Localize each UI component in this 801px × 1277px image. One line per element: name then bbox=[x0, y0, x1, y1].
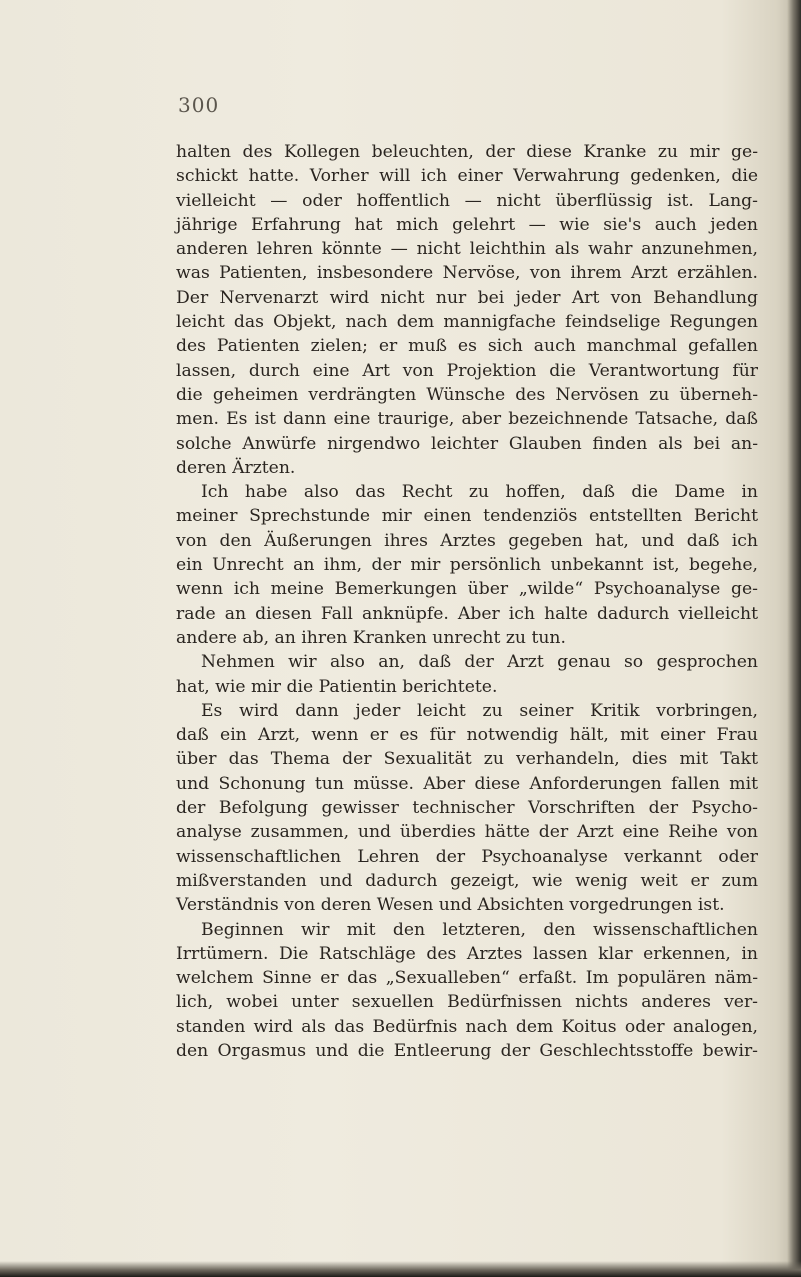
text-line: halten des Kollegen beleuchten, der diese Kranke zu mir ge- bbox=[176, 142, 758, 162]
text-line: mißverstanden und dadurch gezeigt, wie wenig weit er zum bbox=[176, 870, 758, 891]
text-line: des Patienten zielen; er muß es sich auch manchmal gefallen bbox=[176, 336, 758, 357]
body-text bbox=[176, 140, 758, 1063]
text-line: von den Äußerungen ihres Arztes gegeben hat, und daß ich bbox=[176, 530, 758, 551]
text-line: die geheimen verdrängten Wünsche des Nervösen zu überneh- bbox=[176, 384, 758, 405]
text-line: welchem Sinne er das „Sexualleben“ erfaßt. Im populären näm- bbox=[176, 968, 758, 989]
text-line: über das Thema der Sexualität zu verhandeln, dies mit Takt bbox=[176, 749, 758, 770]
text-line: meiner Sprechstunde mir einen tendenziös entstellten Bericht bbox=[176, 506, 758, 527]
text-line: ein Unrecht an ihm, der mir persönlich unbekannt ist, begehe, bbox=[176, 555, 758, 576]
text-line: anderen lehren könnte — nicht leichthin als wahr anzunehmen, bbox=[176, 239, 758, 260]
text-line: rade an diesen Fall anknüpfe. Aber ich halte dadurch vielleicht bbox=[176, 603, 758, 624]
text-line: Der Nervenarzt wird nicht nur bei jeder Art von Behandlung bbox=[176, 287, 758, 308]
page-edge-shadow bbox=[787, 0, 801, 1277]
text-line: lich, wobei unter sexuellen Bedürfnissen nichts anderes ver- bbox=[176, 992, 758, 1013]
text-line: Ich habe also das Recht zu hoffen, daß die Dame in bbox=[201, 482, 758, 503]
text-line: den Orgasmus und die Entleerung der Geschlechtsstoffe bewir- bbox=[176, 1040, 758, 1061]
text-line: Irrtümern. Die Ratschläge des Arztes lassen klar erkennen, in bbox=[176, 943, 758, 964]
page-number: 300 bbox=[178, 93, 220, 117]
text-line: daß ein Arzt, wenn er es für notwendig hält, mit einer Frau bbox=[176, 725, 758, 746]
text-line: standen wird als das Bedürfnis nach dem Koitus oder analogen, bbox=[176, 1016, 758, 1037]
text-line: schickt hatte. Vorher will ich einer Verwahrung gedenken, die bbox=[176, 166, 758, 187]
text-line: der Befolgung gewisser technischer Vorschriften der Psycho- bbox=[176, 798, 758, 819]
text-line: hat, wie mir die Patientin berichtete. bbox=[176, 676, 498, 697]
text-line: was Patienten, insbesondere Nervöse, von ihrem Arzt erzählen. bbox=[176, 263, 758, 284]
text-line: andere ab, an ihren Kranken unrecht zu tun. bbox=[176, 627, 566, 648]
page-bottom-shadow bbox=[0, 1261, 801, 1277]
text-line: jährige Erfahrung hat mich gelehrt — wie sie's auch jeden bbox=[176, 214, 758, 235]
text-line: vielleicht — oder hoffentlich — nicht überflüssig ist. Lang- bbox=[176, 190, 758, 211]
text-line: wenn ich meine Bemerkungen über „wilde“ Psychoanalyse ge- bbox=[176, 579, 758, 600]
text-line: lassen, durch eine Art von Projektion die Verantwortung für bbox=[176, 360, 758, 381]
text-line: Verständnis von deren Wesen und Absichten vorgedrungen ist. bbox=[176, 895, 725, 916]
text-line: Es wird dann jeder leicht zu seiner Kritik vorbringen, bbox=[201, 700, 758, 721]
text-line: Nehmen wir also an, daß der Arzt genau so gesprochen bbox=[201, 652, 758, 673]
text-line: leicht das Objekt, nach dem mannigfache feindselige Regungen bbox=[176, 312, 758, 333]
text-line: men. Es ist dann eine traurige, aber bezeichnende Tatsache, daß bbox=[176, 409, 758, 430]
text-line: deren Ärzten. bbox=[176, 457, 296, 478]
text-line: Beginnen wir mit den letzteren, den wissenschaftlichen bbox=[201, 919, 758, 940]
text-line: wissenschaftlichen Lehren der Psychoanalyse verkannt oder bbox=[176, 846, 758, 867]
text-line: und Schonung tun müsse. Aber diese Anforderungen fallen mit bbox=[176, 773, 758, 794]
text-line: analyse zusammen, und überdies hätte der Arzt eine Reihe von bbox=[176, 822, 758, 843]
text-line: solche Anwürfe nirgendwo leichter Glauben finden als bei an- bbox=[176, 433, 758, 454]
